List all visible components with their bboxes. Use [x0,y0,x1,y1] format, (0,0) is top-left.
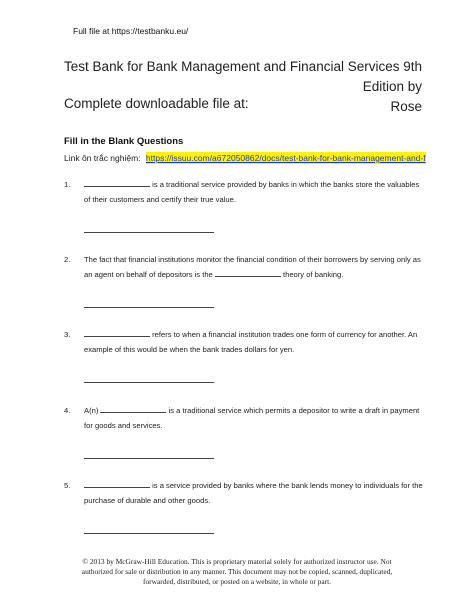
section-heading: Fill in the Blank Questions [64,136,184,147]
question-text: is a service provided by banks where the bank lends money to individuals for the purchase of durable and other goods. [84,481,423,505]
answer-line-3[interactable] [84,382,214,383]
download-subtitle: Complete downloadable file at: [64,96,249,111]
inline-blank [84,329,150,337]
question-2 [64,252,424,282]
question-4 [64,403,424,433]
footer-line-3: forwarded, distributed, or posted on a website, in whole or part. [142,577,331,586]
question-number: 2. [64,255,71,264]
inline-blank [84,480,150,488]
answer-line-4[interactable] [84,458,214,459]
question-number: 5. [64,481,71,490]
link-label: Link ôn trắc nghiệm: [64,153,141,163]
question-number: 3. [64,330,71,339]
question-3 [64,327,424,357]
link-row [64,153,426,163]
question-text-after: theory of banking. [280,270,344,279]
question-1 [64,177,424,207]
question-text-before: A(n) [84,406,101,415]
inline-blank [215,269,281,277]
title-line-1: Test Bank for Bank Management and Financial Services 9th Edition by [64,59,422,94]
question-text: is a traditional service provided by banks in which the banks store the valuables of their customers and certify their true value. [84,180,420,204]
question-number: 4. [64,406,71,415]
answer-line-5[interactable] [84,533,214,534]
copyright-footer [40,557,434,587]
header-note: Full file at https://testbanku.eu/ [73,26,189,36]
question-5 [64,478,424,508]
inline-blank [100,405,166,413]
inline-blank [84,179,150,187]
footer-line-2: authorized for sale or distribution in any manner. This document may not be copied, scanned, duplicated, [81,567,393,576]
question-text-before: The fact that financial institutions monitor the financial condition of their borrowers by serving only as an agent on behalf of depositors is the [84,255,421,279]
answer-line-2[interactable] [84,307,214,308]
title-line-2: Rose [390,99,422,114]
issuu-link[interactable]: https://issuu.com/a672050862/docs/test-bank-for-bank-management-and-f [145,153,426,163]
question-text-after: is a traditional service which permits a depositor to write a draft in payment for goods and services. [84,406,420,430]
footer-line-1: © 2013 by McGraw-Hill Education. This is proprietary material solely for authorized instructor use. Not [82,557,392,566]
answer-line-1[interactable] [84,232,214,233]
question-number: 1. [64,180,71,189]
question-text: refers to when a financial institution trades one form of currency for another. An example of this would be when the bank trades dollars for yen. [84,330,418,354]
